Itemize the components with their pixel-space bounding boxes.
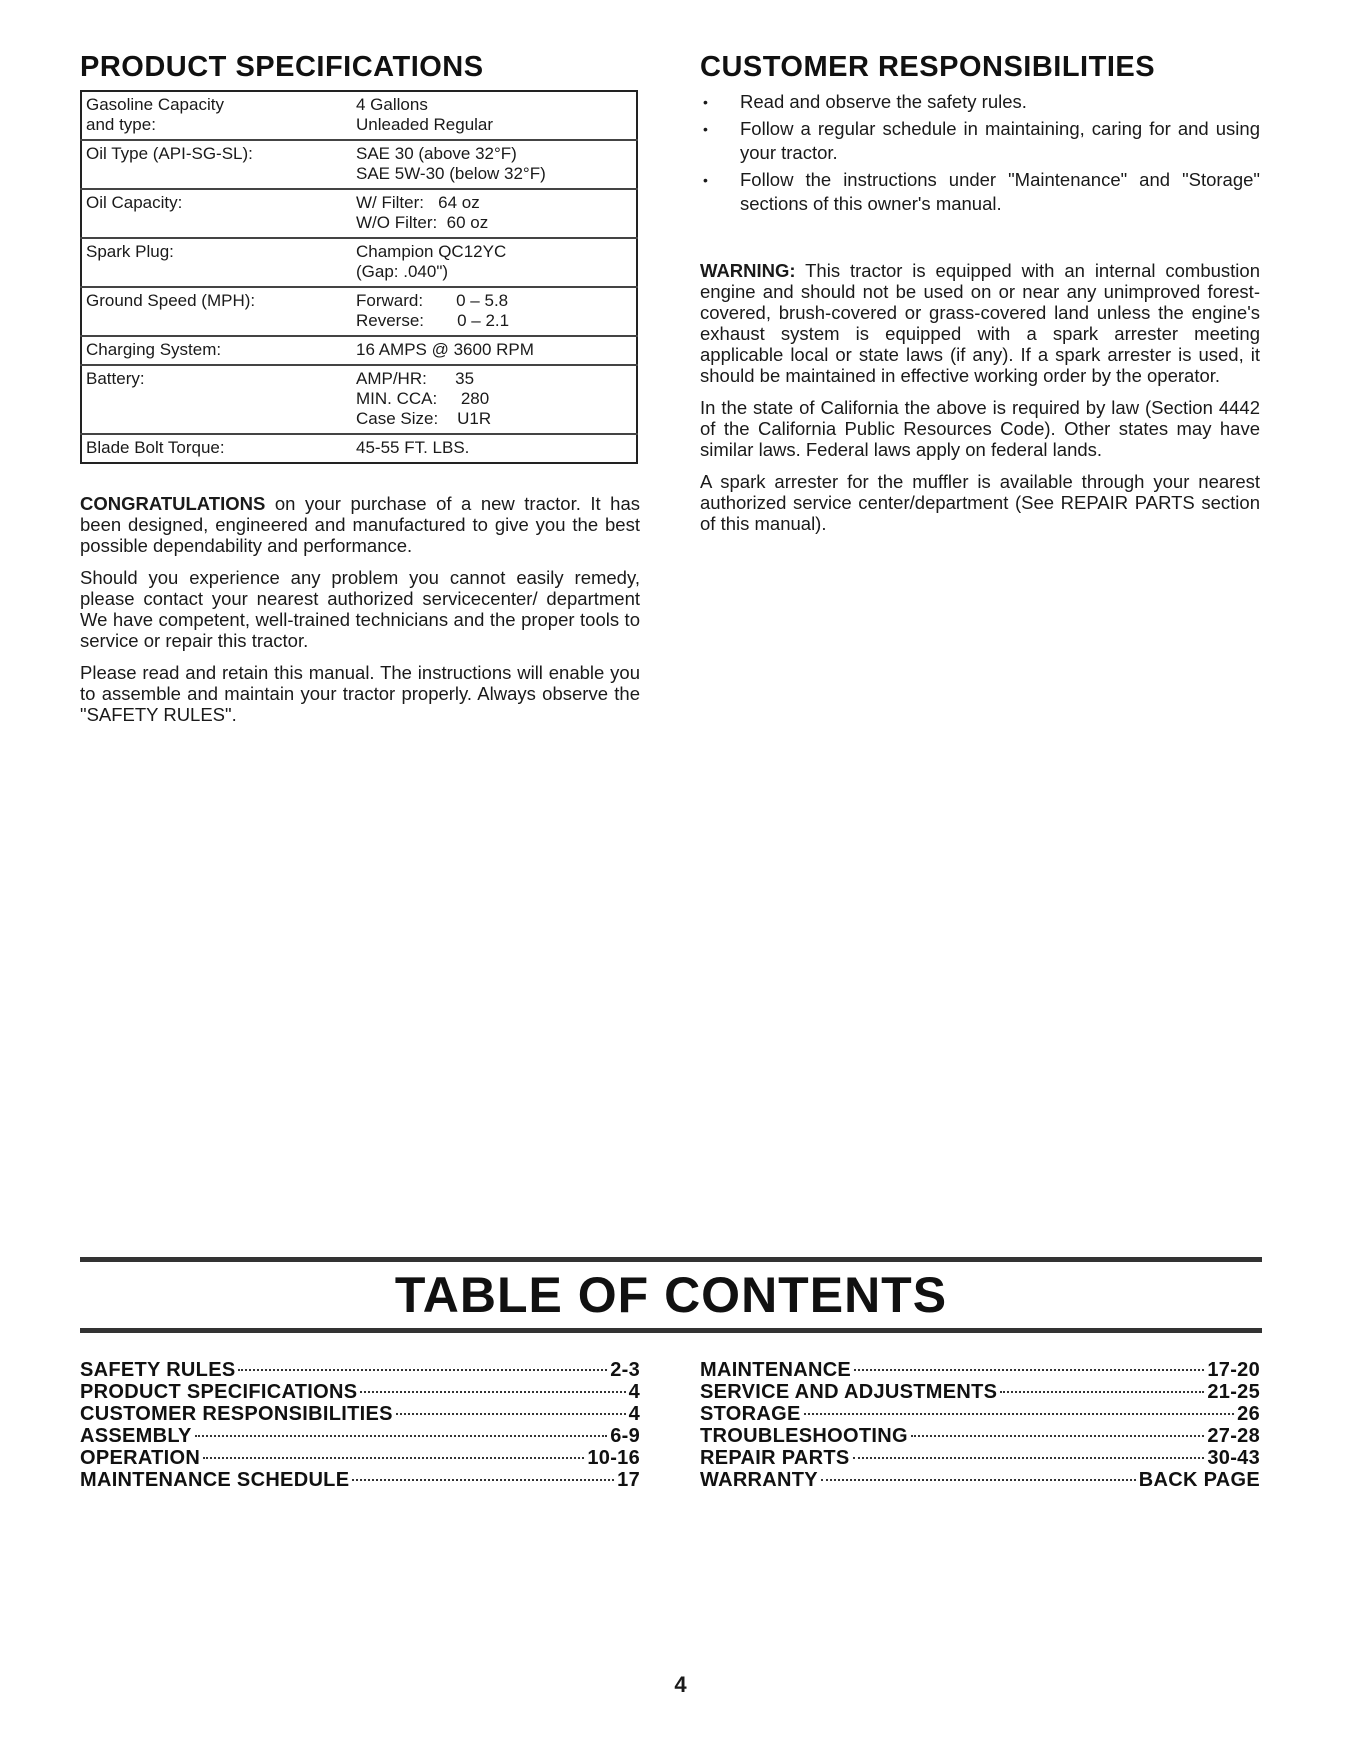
toc-leader-dots	[1000, 1391, 1204, 1393]
warning-text: This tractor is equipped with an internal combustion engine and should not be used on or near any unimproved forest-covered, brush-covered or grass-covered land unless the engine's exhaust system is equipped with a spark arrester meeting applicable local or state laws (if any). If a spark arrester is used, it should be maintained in effective working order by the operator.	[700, 260, 1260, 386]
spec-row-oil-capacity	[81, 189, 637, 238]
list-item	[700, 117, 1260, 165]
warning-section	[700, 260, 1260, 534]
toc-entry-page: 30-43	[1207, 1447, 1260, 1469]
toc-entry-label: MAINTENANCE	[700, 1359, 852, 1381]
toc-leader-dots	[396, 1413, 626, 1415]
spec-label: Oil Capacity:	[81, 189, 352, 238]
toc-entry-page: 17	[617, 1469, 640, 1491]
toc-entry	[700, 1381, 1260, 1403]
intro-paragraph-2: Should you experience any problem you cannot easily remedy, please contact your nearest authorized servicecenter/ department We have competent, well-trained technicians and the proper tools to service or repair this tractor.	[80, 567, 640, 651]
spec-row-ground-speed	[81, 287, 637, 336]
toc-entry-label: PRODUCT SPECIFICATIONS	[80, 1381, 358, 1403]
intro-section	[80, 493, 640, 725]
product-specs-title: PRODUCT SPECIFICATIONS	[80, 51, 484, 83]
spec-value: Champion QC12YC (Gap: .040")	[352, 238, 637, 287]
toc-entry	[80, 1447, 640, 1469]
spec-label: Ground Speed (MPH):	[81, 287, 352, 336]
spec-table	[80, 90, 638, 464]
toc-entry-label: CUSTOMER RESPONSIBILITIES	[80, 1403, 393, 1425]
spec-value: W/ Filter: 64 oz W/O Filter: 60 oz	[352, 189, 637, 238]
bullet-icon: •	[703, 94, 708, 110]
toc-entry-label: TROUBLESHOOTING	[700, 1425, 908, 1447]
toc-entry	[80, 1381, 640, 1403]
list-item-text: Read and observe the safety rules.	[740, 91, 1027, 112]
toc-leader-dots	[804, 1413, 1235, 1415]
bullet-icon: •	[703, 121, 708, 137]
toc-entry	[80, 1425, 640, 1447]
toc-entry	[700, 1403, 1260, 1425]
warning-label: WARNING:	[700, 260, 796, 281]
spec-label: Gasoline Capacity and type:	[86, 95, 224, 134]
intro-paragraph-1	[80, 493, 640, 556]
spec-row-gasoline	[81, 91, 637, 140]
customer-resp-title: CUSTOMER RESPONSIBILITIES	[700, 51, 1156, 83]
toc-entry-page: 10-16	[587, 1447, 640, 1469]
spec-row-blade-torque	[81, 434, 637, 463]
spec-row-battery	[81, 365, 637, 434]
toc-entry	[700, 1469, 1260, 1491]
toc-leader-dots	[911, 1435, 1205, 1437]
toc-entry-label: WARRANTY	[700, 1469, 818, 1491]
spec-value: 45-55 FT. LBS.	[352, 434, 637, 463]
left-column	[80, 50, 640, 736]
california-paragraph: In the state of California the above is required by law (Section 4442 of the California Public Resources Code). Other states may have similar laws. Federal laws apply on federal lands.	[700, 397, 1260, 460]
toc-left-column	[80, 1359, 640, 1491]
spec-label: Battery:	[81, 365, 352, 434]
toc-entry	[700, 1447, 1260, 1469]
toc-entry-label: SERVICE AND ADJUSTMENTS	[700, 1381, 998, 1403]
intro-paragraph-3: Please read and retain this manual. The instructions will enable you to assemble and maintain your tractor properly. Always observe the "SAFETY RULES".	[80, 662, 640, 725]
toc-entry	[80, 1403, 640, 1425]
toc-leader-dots	[853, 1457, 1205, 1459]
toc-leader-dots	[360, 1391, 625, 1393]
responsibility-list	[700, 90, 1260, 216]
intro-paragraph-1-text: on your purchase of a new tractor. It has been designed, engineered and manufactured to give you the best possible dependability and performance.	[80, 493, 640, 556]
toc-entry-page: BACK PAGE	[1138, 1469, 1260, 1491]
spec-label: Blade Bolt Torque:	[81, 434, 352, 463]
toc-entry-label: OPERATION	[80, 1447, 201, 1469]
congratulations-lead: CONGRATULATIONS	[80, 493, 266, 514]
toc-bottom-rule	[80, 1328, 1262, 1333]
toc-entry	[700, 1359, 1260, 1381]
toc-leader-dots	[195, 1435, 608, 1437]
warning-paragraph	[700, 260, 1260, 386]
toc-leader-dots	[203, 1457, 584, 1459]
toc-right-column	[700, 1359, 1260, 1491]
toc-entry-page: 2-3	[610, 1359, 640, 1381]
page-number: 4	[674, 1672, 687, 1697]
toc-entry-page: 4	[628, 1381, 640, 1403]
list-item-text: Follow a regular schedule in maintaining, caring for and using your tractor.	[740, 118, 1260, 163]
spec-value: Forward: 0 – 5.8 Reverse: 0 – 2.1	[352, 287, 637, 336]
spec-value: SAE 30 (above 32°F) SAE 5W-30 (below 32°F)	[352, 140, 637, 189]
list-item-text: Follow the instructions under "Maintenance" and "Storage" sections of this owner's manual.	[740, 169, 1260, 214]
toc-leader-dots	[238, 1369, 607, 1371]
toc-leader-dots	[854, 1369, 1204, 1371]
toc-entry-label: ASSEMBLY	[80, 1425, 192, 1447]
toc-entry-page: 27-28	[1207, 1425, 1260, 1447]
spec-value: 16 AMPS @ 3600 RPM	[352, 336, 637, 365]
toc-entry-label: SAFETY RULES	[80, 1359, 236, 1381]
bullet-icon: •	[703, 172, 708, 188]
spec-value: AMP/HR: 35 MIN. CCA: 280 Case Size: U1R	[352, 365, 637, 434]
right-column	[700, 50, 1260, 545]
toc-title: TABLE OF CONTENTS	[394, 1267, 948, 1323]
toc-entry	[700, 1425, 1260, 1447]
toc-entry-label: REPAIR PARTS	[700, 1447, 850, 1469]
list-item	[700, 90, 1260, 114]
toc-entry-page: 4	[628, 1403, 640, 1425]
toc-entry-label: MAINTENANCE SCHEDULE	[80, 1469, 350, 1491]
spec-label: Charging System:	[81, 336, 352, 365]
toc-entry-page: 21-25	[1207, 1381, 1260, 1403]
list-item	[700, 168, 1260, 216]
toc-entry	[80, 1469, 640, 1491]
toc-leader-dots	[821, 1479, 1136, 1481]
toc-entry-page: 6-9	[610, 1425, 640, 1447]
toc-entry	[80, 1359, 640, 1381]
spec-row-charging	[81, 336, 637, 365]
toc-entry-page: 17-20	[1207, 1359, 1260, 1381]
spec-row-spark-plug	[81, 238, 637, 287]
toc-entry-label: STORAGE	[700, 1403, 801, 1425]
spec-label: Oil Type (API-SG-SL):	[81, 140, 352, 189]
table-of-contents	[80, 1257, 1262, 1491]
toc-leader-dots	[352, 1479, 614, 1481]
toc-entry-page: 26	[1237, 1403, 1260, 1425]
spec-label: Spark Plug:	[81, 238, 352, 287]
spark-arrester-paragraph: A spark arrester for the muffler is available through your nearest authorized service center/department (See REPAIR PARTS section of this manual).	[700, 471, 1260, 534]
spec-value: 4 Gallons Unleaded Regular	[356, 95, 494, 134]
spec-row-oil-type	[81, 140, 637, 189]
